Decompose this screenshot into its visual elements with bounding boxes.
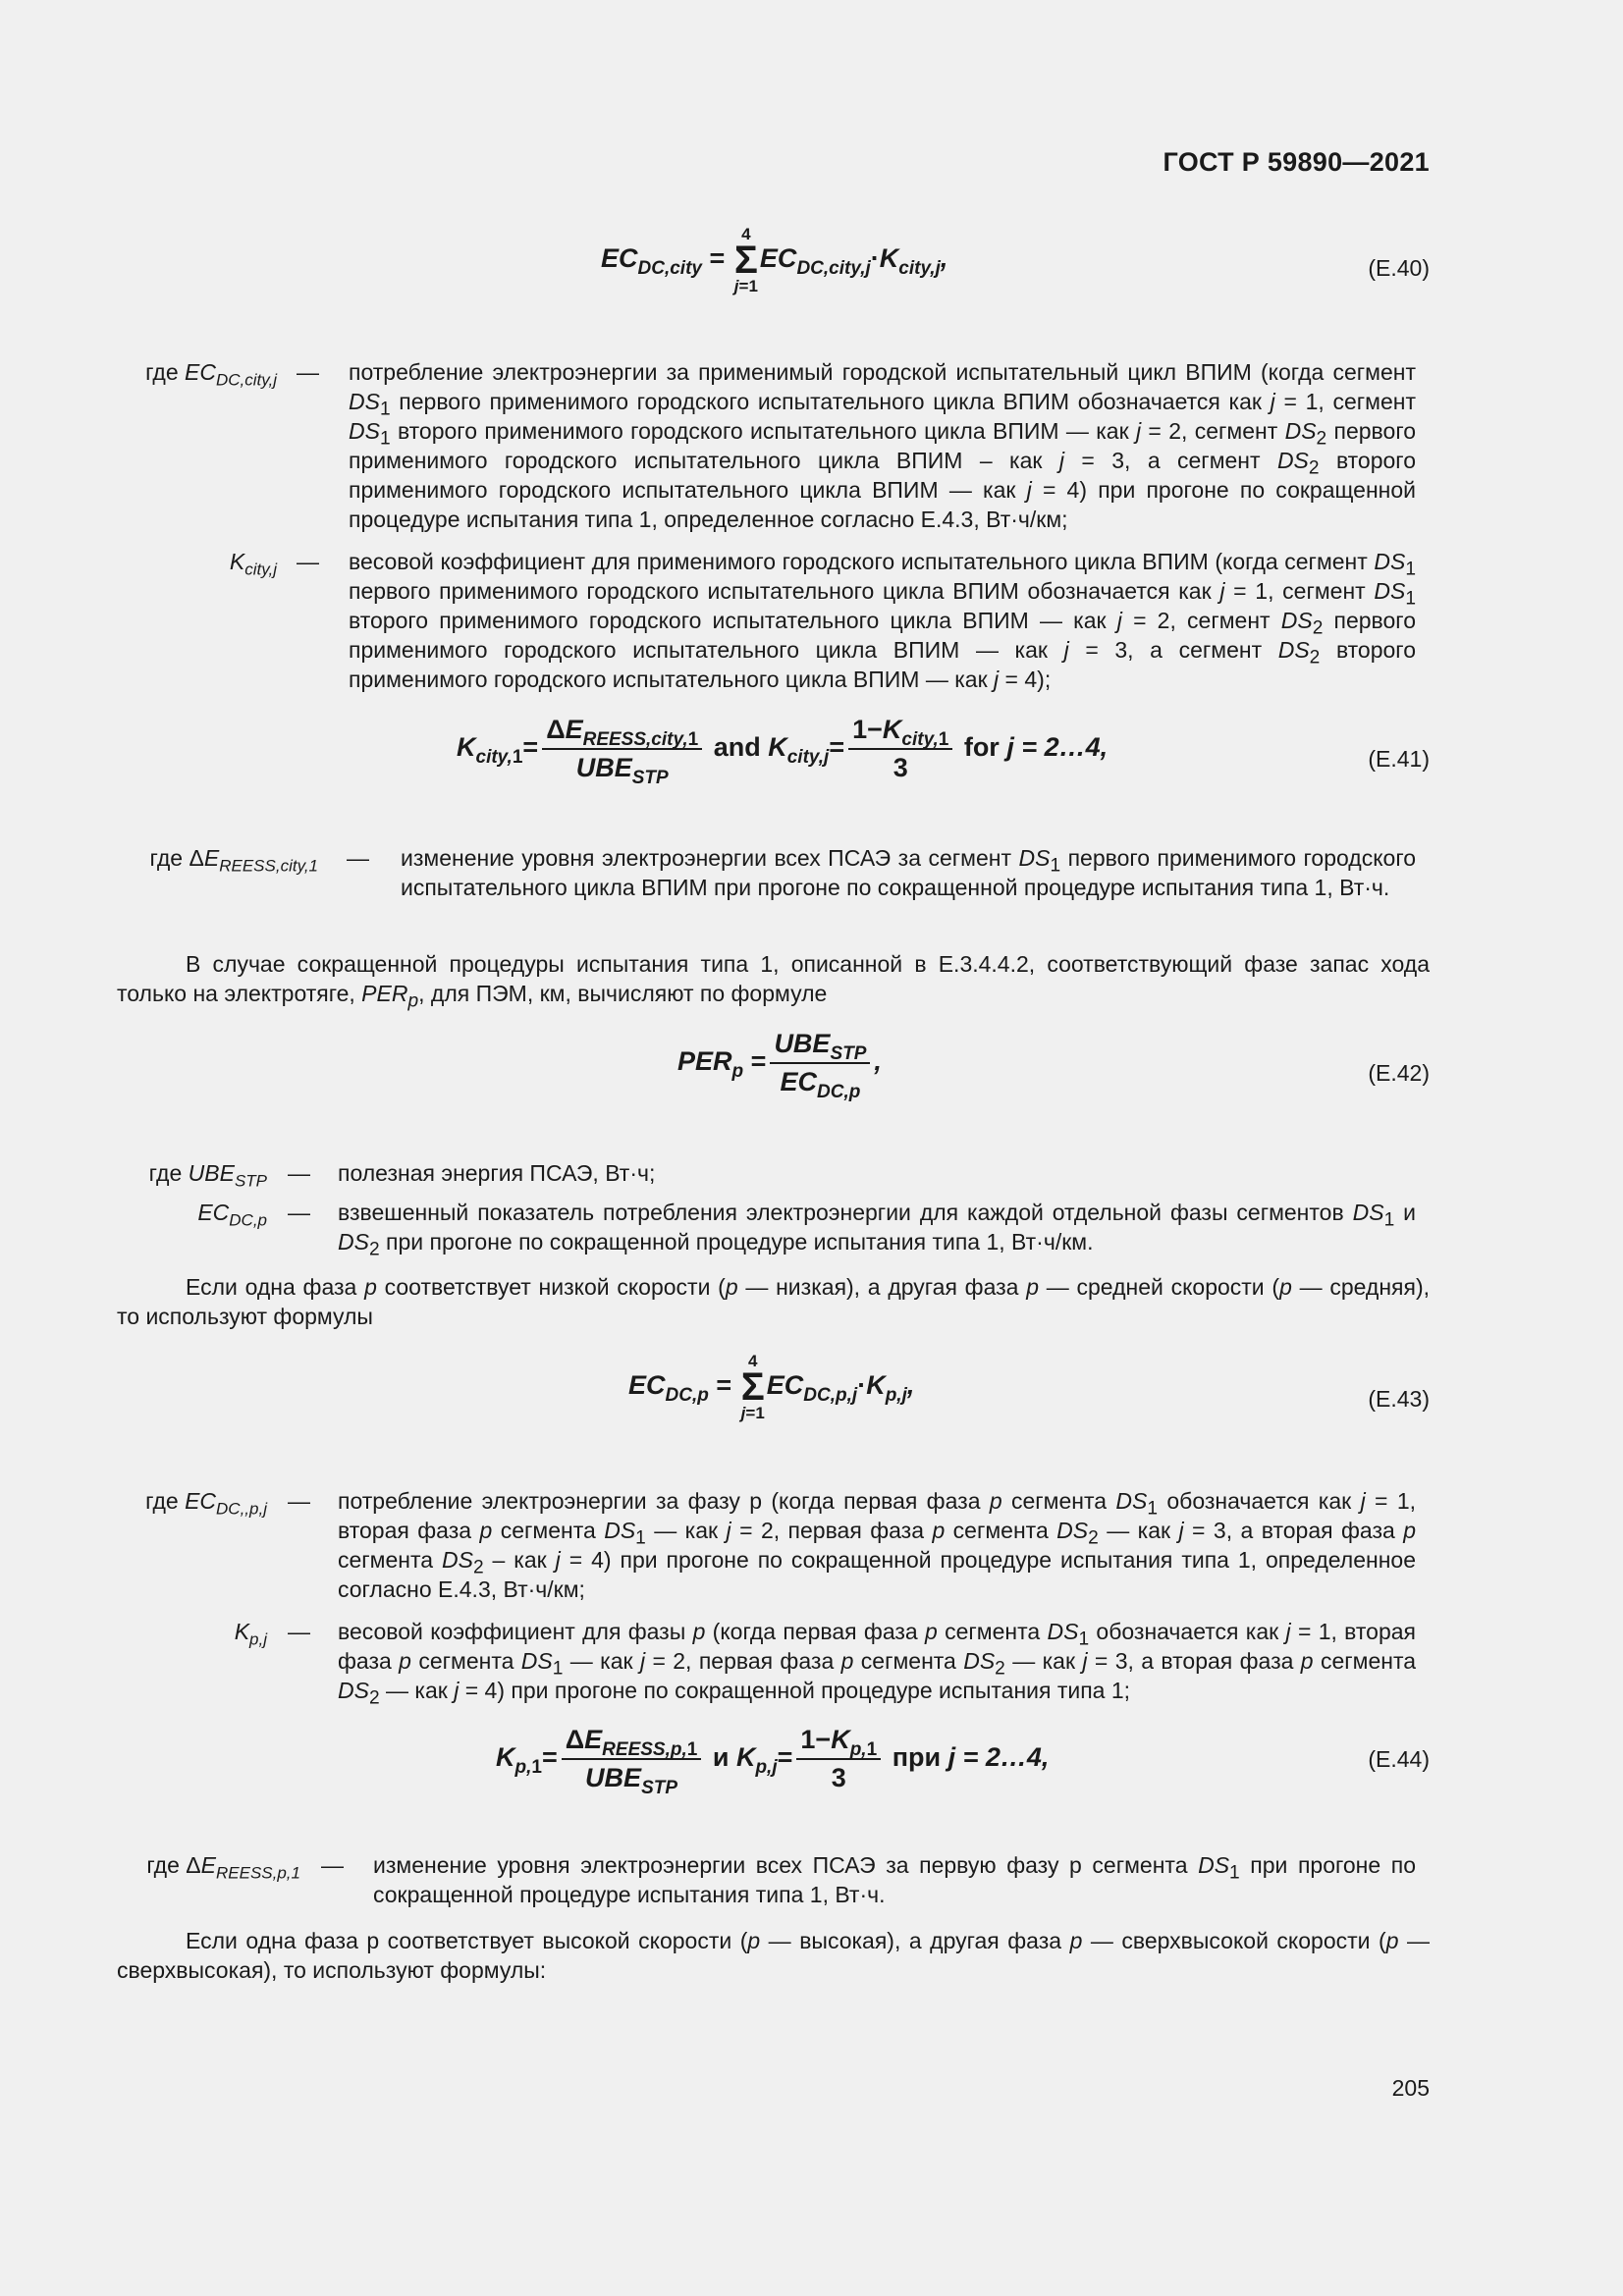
- formula-e41: $K_{city,1}=$ $\frac{\Delta E_{REESS,city,1}}{UBE_{STP}}$ and $K_{city,j}=$ $\frac{1-K_{city,1}}{3}$ for j = 2…4,: [457, 715, 1109, 788]
- document-id: ГОСТ Р 59890—2021: [1163, 147, 1430, 177]
- and-word: and: [713, 732, 761, 763]
- paragraph: Если одна фаза р соответствует низкой скорости (р — низкая), а другая фаза р — средней скорости (р — средняя), то используют формулы: [117, 1274, 1431, 1329]
- definition-k-p-j: [0, 1617, 1623, 1710]
- range-text: j = 2…4,: [947, 1742, 1050, 1773]
- formula-e40: $EC_{DC,city}$ = 4 Σ j=1 $EC_{DC,city,j}\cdot K_{city,j}$,: [601, 225, 948, 295]
- definition-dash: —: [288, 1160, 310, 1186]
- definition-text: изменение уровня электроэнергии всех ПСАЭ за сегмент $DS_1$ первого применимого городского испытательного цикла ВПИМ при прогоне по сокращенной процедуре испытания типа 1, Вт·ч.: [401, 845, 1417, 900]
- definition-symbol: где $EC_{DC,,p,j}$: [145, 1488, 267, 1519]
- definition-dash: —: [347, 845, 369, 871]
- formula-e43: $EC_{DC,p}$ = 4 Σ j=1 $EC_{DC,p,j}\cdot K_{p,j}$,: [628, 1352, 915, 1422]
- definition-symbol: $EC_{DC,p}$: [197, 1200, 267, 1230]
- page-number: 205: [1391, 2075, 1430, 2101]
- for-word: при: [892, 1742, 942, 1773]
- definition-ec-dc-p-j: [0, 1486, 1623, 1609]
- definition-text: взвешенный показатель потребления электроэнергии для каждой отдельной фазы сегментов $DS_1$ и $DS_2$ при прогоне по сокращенной процедуре испытания типа 1, Вт·ч/км.: [338, 1200, 1416, 1260]
- definition-dash: —: [297, 549, 319, 574]
- equation-number: (Е.42): [1368, 1060, 1430, 1086]
- paragraph: В случае сокращенной процедуры испытания типа 1, описанной в Е.3.4.4.2, соответствующий фазе запас хода только на электротяге, $PER_p$, для ПЭМ, км, вычисляют по формуле: [117, 951, 1430, 1012]
- definition-ube-stp: [0, 1158, 1623, 1191]
- definition-text: весовой коэффициент для фазы р (когда первая фаза р сегмента $DS_1$ обозначается как j = 1, вторая фаза р сегмента $DS_1$ — как j = 2, первая фаза р сегмента $DS_2$ — как j = 3, а вторая фаза р сегмента $DS_2$ — как j = 4) при прогоне по сокращенной процедуре испытания типа 1;: [338, 1619, 1417, 1709]
- paragraph: Если одна фаза р соответствует высокой скорости (р — высокая), а другая фаза р — сверхвысокой скорости (р — сверхвысокая), то используют формулы:: [117, 1928, 1430, 1983]
- definition-symbol: $K_{p,j}$: [234, 1619, 267, 1649]
- definition-dash: —: [288, 1488, 310, 1514]
- equation-number: (Е.44): [1368, 1746, 1430, 1772]
- definition-delta-e-city: [0, 843, 1623, 936]
- definition-symbol: $K_{city,j}$: [229, 549, 277, 579]
- range-text: j = 2…4,: [1006, 732, 1109, 763]
- definition-text: изменение уровня электроэнергии всех ПСАЭ за первую фазу р сегмента $DS_1$ при прогоне по сокращенной процедуре испытания типа 1, Вт·ч.: [373, 1852, 1416, 1907]
- definition-dash: —: [288, 1200, 310, 1225]
- definition-ec-city-j: [0, 357, 1623, 534]
- definition-text: весовой коэффициент для применимого городского испытательного цикла ВПИМ (когда сегмент $DS_1$ первого применимого городского испытательного цикла ВПИМ обозначается как j = 1, сегмент $DS_1$ второго применимого городского испытательного цикла ВПИМ — как j = 2, сегмент $DS_2$ первого применимого городского испытательного цикла ВПИМ — как j = 3, а сегмент $DS_2$ второго применимого городского испытательного цикла ВПИМ — как j = 4);: [349, 549, 1416, 692]
- definition-k-city-j: [0, 547, 1623, 694]
- definition-text: потребление электроэнергии за применимый городской испытательный цикл ВПИМ (когда сегмент $DS_1$ первого применимого городского испытательного цикла ВПИМ обозначается как j = 1, сегмент $DS_1$ второго применимого городского испытательного цикла ВПИМ — как j = 2, сегмент $DS_2$ первого применимого городского испытательного цикла ВПИМ – как j = 3, а сегмент $DS_2$ второго применимого городского испытательного цикла ВПИМ — как j = 4) при прогоне по сокращенной процедуре испытания типа 1, определенное согласно Е.4.3, Вт·ч/км;: [349, 359, 1417, 532]
- equation-number: (Е.41): [1368, 746, 1430, 772]
- definition-symbol: где $UBE_{STP}$: [148, 1160, 267, 1191]
- definition-text: полезная энергия ПСАЭ, Вт·ч;: [338, 1160, 656, 1186]
- definition-dash: —: [321, 1852, 344, 1878]
- definition-delta-e-p: [0, 1850, 1623, 1914]
- formula-e44: $K_{p,1}=$ $\frac{\Delta E_{REESS,p,1}}{UBE_{STP}}$ и $K_{p,j}=$ $\frac{1-K_{p,1}}{3}$ при j = 2…4,: [496, 1725, 1050, 1798]
- equation-number: (Е.40): [1368, 255, 1430, 281]
- definition-dash: —: [288, 1619, 310, 1644]
- formula-e42: $PER_p$ = $\frac{UBE_{STP}}{EC_{DC,p}}$ ,: [677, 1029, 882, 1102]
- definition-symbol: где $\Delta E_{REESS,city,1}$: [149, 845, 318, 876]
- definition-dash: —: [297, 359, 319, 385]
- definition-symbol: где $\Delta E_{REESS,p,1}$: [146, 1852, 300, 1883]
- definition-symbol: где $EC_{DC,city,j}$: [145, 359, 277, 390]
- and-word: и: [712, 1742, 730, 1773]
- definition-text: потребление электроэнергии за фазу р (когда первая фаза р сегмента $DS_1$ обозначается как j = 1, вторая фаза р сегмента $DS_1$ — как j = 2, первая фаза р сегмента $DS_2$ — как j = 3, а вторая фаза р сегмента $DS_2$ – как j = 4) при прогоне по сокращенной процедуре испытания типа 1, определенное согласно Е.4.3, Вт·ч/км;: [338, 1488, 1417, 1602]
- equation-number: (Е.43): [1368, 1386, 1430, 1412]
- for-word: for: [963, 732, 1000, 763]
- definition-ec-dc-p: [0, 1198, 1623, 1261]
